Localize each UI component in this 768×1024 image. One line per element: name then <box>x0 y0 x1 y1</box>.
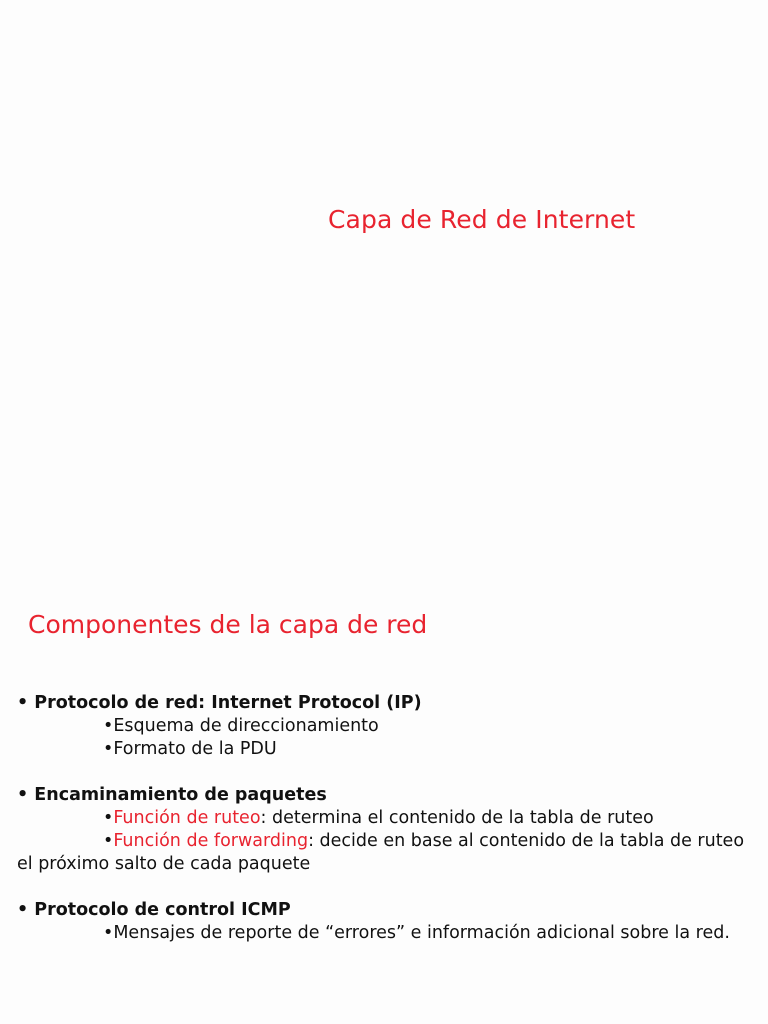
bullet-heading-encaminamiento: Encaminamiento de paquetes <box>34 785 327 805</box>
bullet-heading-ip: Protocolo de red: Internet Protocol (IP) <box>34 693 422 713</box>
bullet-glyph: • <box>17 900 29 920</box>
bullet-glyph: • <box>103 739 114 759</box>
bullet-heading-icmp: Protocolo de control ICMP <box>34 900 291 920</box>
spacer <box>17 876 747 899</box>
subitem-text: : determina el contenido de la tabla de ruteo <box>260 808 654 828</box>
bullet-glyph: • <box>103 716 114 736</box>
subitem-ruteo <box>17 807 747 830</box>
subitem-text: Esquema de direccionamiento <box>113 716 379 736</box>
bullet-glyph: • <box>103 923 114 943</box>
section-title: Componentes de la capa de red <box>28 610 428 639</box>
term-funcion-ruteo: Función de ruteo <box>113 808 261 828</box>
bullet-list <box>17 692 747 945</box>
subitem-mensajes <box>17 922 747 945</box>
term-funcion-forwarding: Función de forwarding <box>113 831 309 851</box>
spacer <box>17 761 747 784</box>
bullet-glyph: • <box>103 808 114 828</box>
bullet-glyph: • <box>17 693 29 713</box>
subitem-direccionamiento <box>17 715 747 738</box>
bullet-item-ip <box>17 692 747 715</box>
bullet-glyph: • <box>103 831 114 851</box>
bullet-glyph: • <box>17 785 29 805</box>
bullet-item-icmp <box>17 899 747 922</box>
subitem-forwarding <box>17 830 747 876</box>
subitem-text: : decide en base al contenido de la tabla de ruteo el próximo salto de cada paquete <box>17 831 745 874</box>
subitem-pdu <box>17 738 747 761</box>
subitem-text: Mensajes de reporte de “errores” e información adicional sobre la red. <box>113 923 730 943</box>
bullet-item-encaminamiento <box>17 784 747 807</box>
slide-title: Capa de Red de Internet <box>328 205 636 234</box>
subitem-text: Formato de la PDU <box>113 739 277 759</box>
